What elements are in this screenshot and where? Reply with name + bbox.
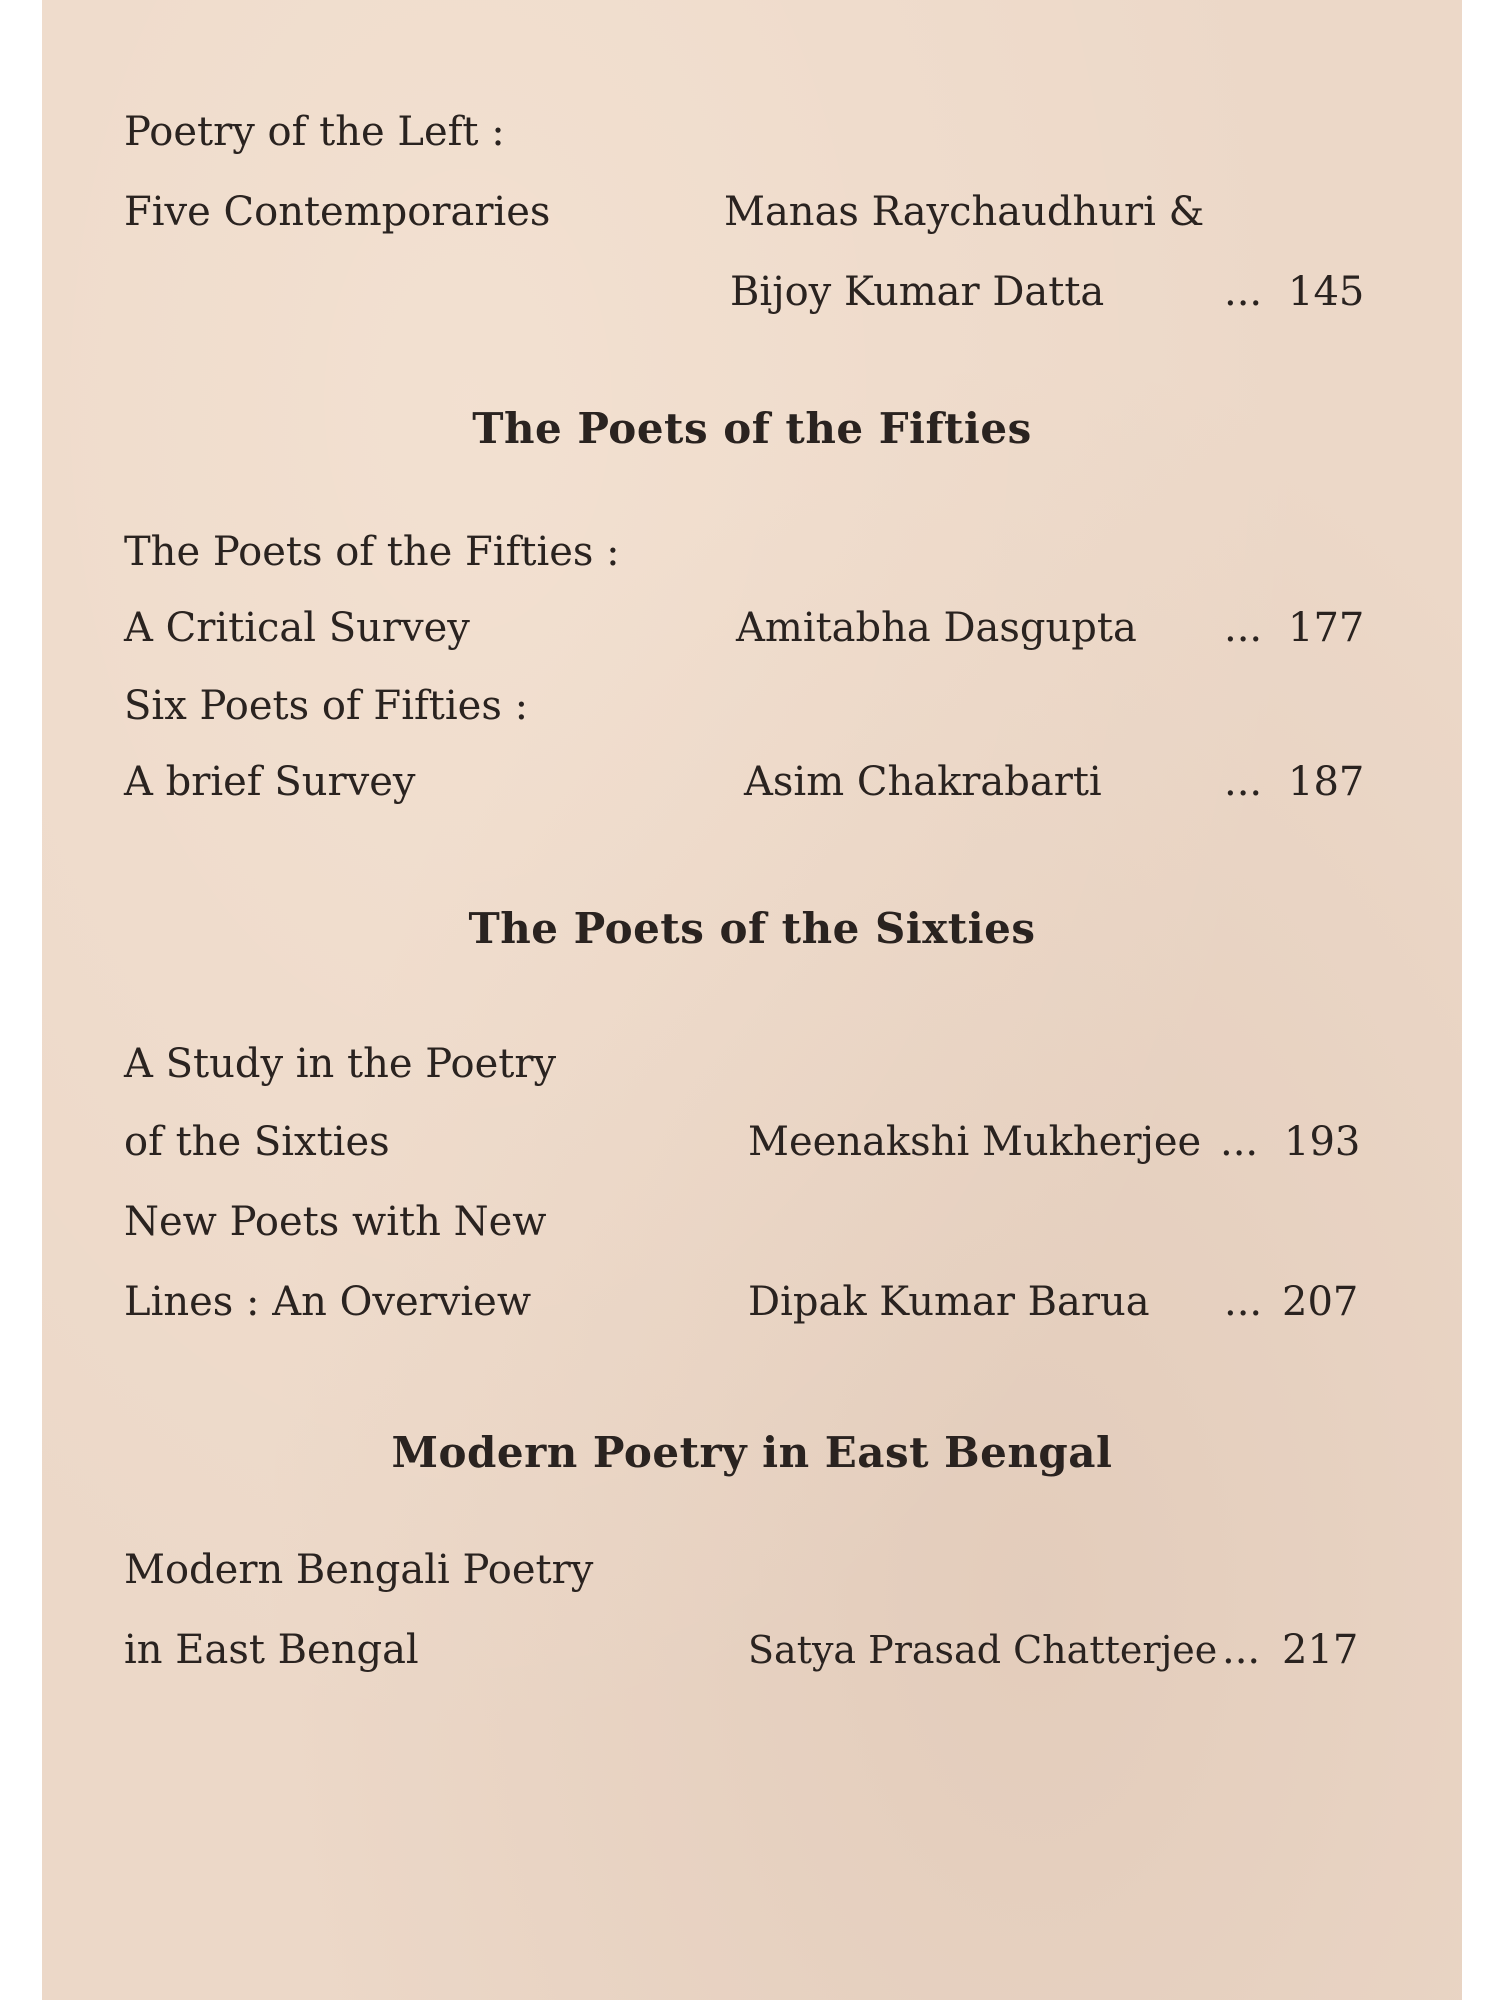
book-page: [42, 0, 1462, 2000]
entry-title-line: Six Poets of Fifties :: [124, 683, 529, 729]
entry-dot-leader: ...: [1224, 269, 1263, 315]
entry-author: Asim Chakrabarti: [744, 759, 1102, 805]
section-heading: The Poets of the Fifties: [472, 404, 1032, 453]
entry-title-line: A Critical Survey: [124, 605, 470, 651]
section-heading: The Poets of the Sixties: [468, 904, 1036, 953]
entry-title-line: A Study in the Poetry: [124, 1041, 557, 1087]
entry-author: Amitabha Dasgupta: [736, 605, 1137, 651]
entry-page-number: 193: [1284, 1119, 1361, 1165]
entry-dot-leader: ...: [1224, 605, 1263, 651]
entry-author-line: Bijoy Kumar Datta: [730, 269, 1105, 315]
entry-title-line: Modern Bengali Poetry: [124, 1547, 594, 1593]
entry-author-line: Manas Raychaudhuri &: [724, 189, 1205, 235]
entry-title-line: The Poets of the Fifties :: [124, 529, 620, 575]
entry-page-number: 177: [1288, 605, 1365, 651]
entry-page-number: 217: [1282, 1627, 1359, 1673]
section-heading: Modern Poetry in East Bengal: [391, 1428, 1113, 1477]
entry-title-line: of the Sixties: [124, 1119, 390, 1165]
entry-title-line: New Poets with New: [124, 1199, 547, 1245]
entry-title-line: Poetry of the Left :: [124, 109, 505, 155]
entry-page-number: 145: [1288, 269, 1365, 315]
entry-page-number: 207: [1282, 1279, 1359, 1325]
entry-page-number: 187: [1288, 759, 1365, 805]
entry-title-line: in East Bengal: [124, 1627, 419, 1673]
entry-title-line: Five Contemporaries: [124, 189, 551, 235]
entry-author: Meenakshi Mukherjee: [748, 1119, 1202, 1165]
entry-dot-leader: ...: [1220, 1119, 1259, 1165]
entry-dot-leader: ...: [1224, 759, 1263, 805]
entry-author: Dipak Kumar Barua: [748, 1279, 1150, 1325]
entry-dot-leader: ...: [1222, 1627, 1261, 1673]
entry-title-line: Lines : An Overview: [124, 1279, 532, 1325]
entry-title-line: A brief Survey: [124, 759, 416, 805]
entry-dot-leader: ...: [1224, 1279, 1263, 1325]
entry-author: Satya Prasad Chatterjee: [748, 1628, 1218, 1672]
